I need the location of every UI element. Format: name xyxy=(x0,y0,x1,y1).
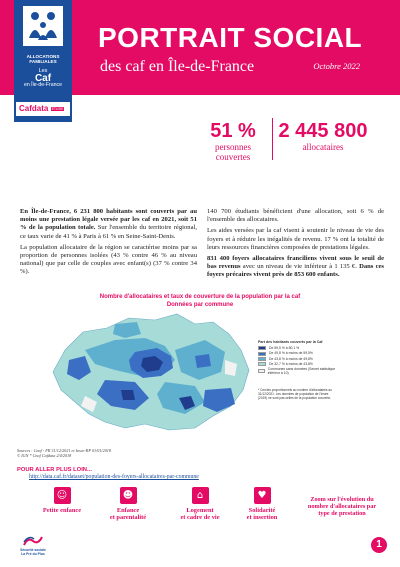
legend-swatch xyxy=(258,362,266,366)
zoom-prestation-link[interactable]: Zoom sur l'évolution du nombre d'allocataires par type de prestation xyxy=(307,496,377,518)
legend-item: De 59,5 % à 80,1 % xyxy=(258,346,338,350)
paragraph: 831 400 foyers allocataires franciliens vivent sous le seuil de bas revenus avec un niveau de vie inférieur à 1 135 €. Dans ces foyers précaires vivent près de 853 600 enfants. xyxy=(207,255,384,279)
legend-item: De 49,8 % à moins de 59,5% xyxy=(258,351,338,355)
legend-swatch xyxy=(258,369,265,373)
publication-date: Octobre 2022 xyxy=(313,61,360,71)
map-sources: Sources : Cnaf - FR 31/12/2021 et Insee-RP 01/01/2018 © IGN * Cnaf Cafdata 2/4/2018 xyxy=(17,448,111,459)
further-reading-label: POUR ALLER PLUS LOIN... xyxy=(17,467,92,473)
kpi-coverage-label: personnes couvertes xyxy=(215,142,251,162)
category-enfance[interactable] xyxy=(96,487,160,521)
page-title: PORTRAIT SOCIAL xyxy=(98,22,363,53)
paragraph: Les aides versées par la caf visent à soutenir le niveau de vie des foyers et à réduire les inégalités de revenu. 17 % ont la totalité de leurs ressources financières composées de prestations légales. xyxy=(207,227,384,251)
kpi-allocataires-label: allocataires xyxy=(302,142,344,152)
legend-item: De 32,7 % à moins de 43,8% xyxy=(258,362,338,366)
family-icon: ☻ xyxy=(120,487,137,504)
legend-swatch xyxy=(258,346,266,350)
logo-text: ALLOCATIONS FAMILIALES xyxy=(26,54,60,65)
category-label: Solidarité et insertion xyxy=(246,507,278,522)
category-label: Petite enfance xyxy=(42,507,82,514)
paragraph: 140 700 étudiants bénéficient d'une allocation, soit 6 % de l'ensemble des allocataires. xyxy=(207,208,384,224)
kpi-coverage-value: 51 % xyxy=(210,120,256,142)
text-column-left xyxy=(20,208,197,280)
legend-title: Part des habitants couverts par la Caf xyxy=(258,340,323,344)
category-petite-enfance[interactable] xyxy=(30,487,94,514)
cafdata-logo: Cafdata ÉTUDE xyxy=(16,102,70,116)
securite-sociale-logo: Sécurité sociale La Pré du Plus xyxy=(15,536,51,556)
paragraph: La population allocataire de la région se caractérise moins par sa proportion de personnes isolées (43 % contre 46 % au niveau national) que par celle de couples avec enfant(s) (37 % contre 34 %). xyxy=(20,243,197,276)
legend-item: Communes sans données (Secret statistique inférieur à 10) xyxy=(258,367,338,375)
page-number: 1 xyxy=(371,537,387,553)
category-logement[interactable] xyxy=(168,487,232,521)
further-reading-link[interactable]: http://data.caf.fr/dataset/population-des-foyers-allocataires-par-commune xyxy=(29,474,199,480)
map-title: Nombre d'allocataires et taux de couverture de la population par la caf Données par commune xyxy=(99,294,301,308)
map-legend xyxy=(258,340,338,401)
legend-note: * Cercles proportionnels au nombre d'allocataires au 31/12/2021. Les données de population de l'Insee (2019) ne sont pas celles de la population couverte. xyxy=(258,388,332,401)
caf-logo xyxy=(14,0,72,122)
text-column-right xyxy=(207,208,384,283)
kpi-allocataires-value: 2 445 800 xyxy=(278,120,368,142)
kpi-allocataires xyxy=(258,120,388,152)
baby-icon: ☺ xyxy=(54,487,71,504)
ile-de-france-map xyxy=(45,310,255,432)
page-subtitle: des caf en Île-de-France xyxy=(100,58,255,75)
paragraph: En Île-de-France, 6 231 800 habitants sont couverts par au moins une prestation légale versée par les caf en 2021, soit 51 % de la population totale. Sur l'ensemble du territoire régional, ce taux varie de 41 % à Paris à 61 % en Seine-Saint-Denis. xyxy=(20,208,197,240)
family-emblem-icon xyxy=(23,6,63,46)
legend-item: De 43,8 % à moins de 49,8% xyxy=(258,357,338,361)
securite-sociale-mark-icon xyxy=(22,536,44,546)
legend-swatch xyxy=(258,357,266,361)
solidarity-icon: ♥ xyxy=(254,487,271,504)
category-label: Enfance et parentalité xyxy=(109,507,147,522)
house-icon: ⌂ xyxy=(192,487,209,504)
category-solidarite[interactable] xyxy=(230,487,294,521)
legend-swatch xyxy=(258,352,266,356)
logo-caf-text: Les Caf en Île-de-France xyxy=(23,68,63,88)
category-label: Logement et cadre de vie xyxy=(180,507,220,522)
